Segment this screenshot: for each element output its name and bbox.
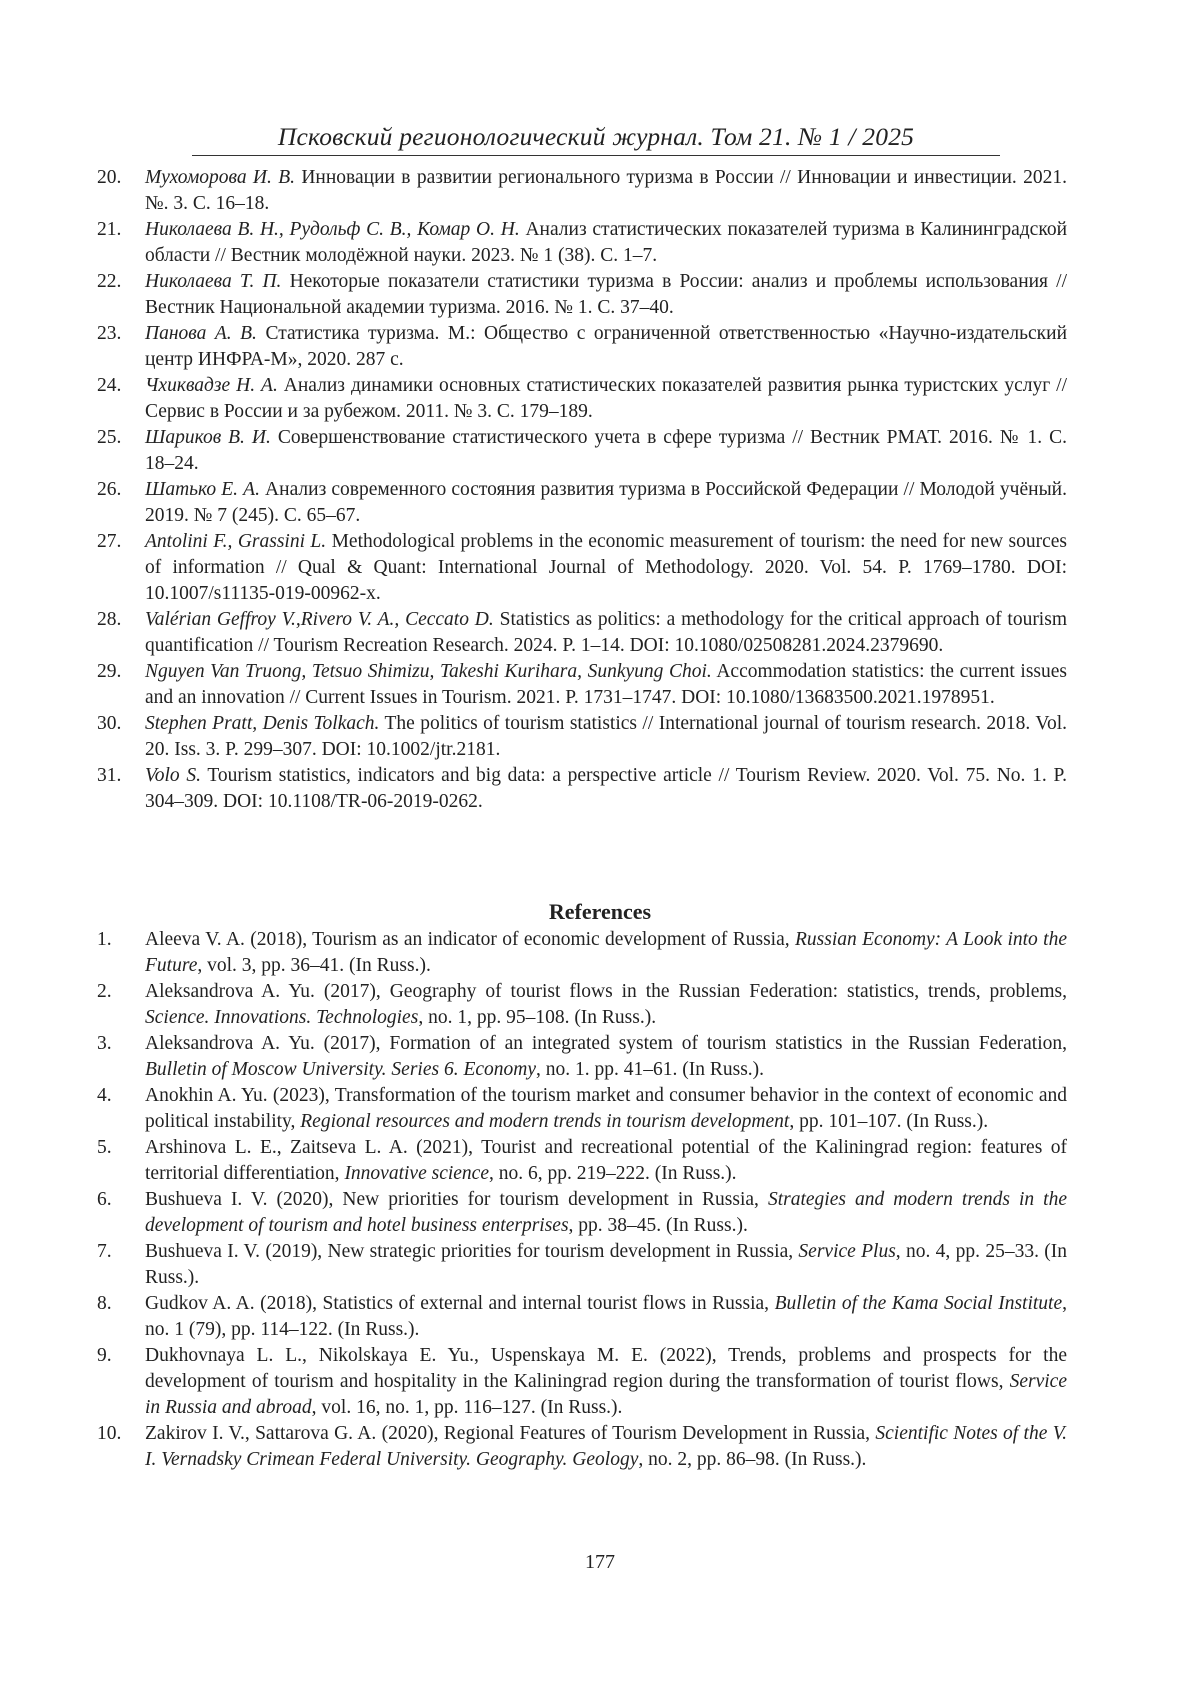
reference-text: Gudkov A. A. (2018), Statistics of external and internal tourist flows in Russia,	[145, 1293, 775, 1314]
reference-authors: Шариков В. И.	[145, 427, 271, 448]
reference-text: Statistics as politics: a methodology for the critical approach of tourism quantification // Tourism Recreation Research. 2024. P. 1–14. DOI: 10.1080/02508281.2024.2379690.	[145, 609, 1067, 656]
reference-text: Dukhovnaya L. L., Nikolskaya E. Yu., Uspenskaya M. E. (2022), Trends, problems and prospects for the development of tourism and hospitality in the Kaliningrad region during the transformation of tourist flows,	[145, 1345, 1067, 1392]
reference-text: Статистика туризма. М.: Общество с ограниченной ответственностью «Научно-издательский центр ИНФРА-М», 2020. 287 с.	[145, 323, 1067, 370]
reference-authors: Николаева В. Н., Рудольф С. В., Комар О. Н.	[145, 219, 520, 240]
reference-text: Aleeva V. A. (2018), Tourism as an indicator of economic development of Russia	[145, 929, 785, 950]
russian-reference-list	[97, 165, 1067, 815]
reference-text: Анализ динамики основных статистических показателей развития рынка туристских услуг // Сервис в России и за рубежом. 2011. № 3. С. 179–189.	[145, 375, 1067, 422]
reference-item	[97, 529, 1067, 607]
reference-number: 26.	[97, 477, 133, 503]
reference-details: , no. 1, pp. 95–108. (In Russ.).	[418, 1007, 656, 1028]
reference-item	[97, 425, 1067, 477]
reference-source: , Russian Economy: A Look into the Future	[145, 929, 1067, 976]
running-header: Псковский регионологический журнал. Том 21. № 1 / 2025	[192, 120, 1000, 156]
reference-source: Bulletin of Moscow University. Series 6. Economy	[145, 1059, 536, 1080]
reference-number: 27.	[97, 529, 133, 555]
reference-item	[97, 607, 1067, 659]
reference-number: 22.	[97, 269, 133, 295]
reference-details: , no. 6, pp. 219–222. (In Russ.).	[489, 1163, 737, 1184]
reference-authors: Valérian Geffroy V.,Rivero V. A., Ceccato D.	[145, 609, 494, 630]
reference-text: Methodological problems in the economic measurement of tourism: the need for new sources of information // Qual & Quant: International Journal of Methodology. 2020. Vol. 54. P. 1769–1780. DOI: 10.1007/s11135-019-00962-x.	[145, 531, 1067, 604]
reference-number: 4.	[97, 1083, 133, 1109]
reference-details: , vol. 16, no. 1, pp. 116–127. (In Russ.).	[312, 1397, 623, 1418]
reference-number: 10.	[97, 1421, 133, 1447]
reference-number: 9.	[97, 1343, 133, 1369]
reference-source: Service Plus	[798, 1241, 895, 1262]
reference-text: Совершенствование статистического учета в сфере туризма // Вестник РМАТ. 2016. № 1. С. 18–24.	[145, 427, 1067, 474]
journal-page	[0, 0, 1200, 1704]
references-heading: References	[0, 898, 1200, 926]
reference-text: Некоторые показатели статистики туризма в России: анализ и проблемы использования // Вестник Национальной академии туризма. 2016. № 1. С. 37–40.	[145, 271, 1067, 318]
reference-authors: Мухоморова И. В.	[145, 167, 295, 188]
reference-number: 24.	[97, 373, 133, 399]
reference-item	[97, 1031, 1067, 1083]
reference-item	[97, 321, 1067, 373]
reference-item	[97, 1135, 1067, 1187]
reference-item	[97, 269, 1067, 321]
reference-text: Zakirov I. V., Sattarova G. A. (2020), Regional Features of Tourism Development in Russia,	[145, 1423, 875, 1444]
reference-authors: Stephen Pratt, Denis Tolkach.	[145, 713, 379, 734]
reference-text: The politics of tourism statistics // International journal of tourism research. 2018. Vol. 20. Iss. 3. P. 299–307. DOI: 10.1002/jtr.2181.	[145, 713, 1067, 760]
reference-number: 31.	[97, 763, 133, 789]
reference-text: Анализ статистических показателей туризма в Калининградской области // Вестник молодёжной науки. 2023. № 1 (38). С. 1–7.	[145, 219, 1067, 266]
reference-source: Strategies and modern trends in the development of tourism and hotel business enterprises	[145, 1189, 1067, 1236]
reference-text: Tourism statistics, indicators and big data: a perspective article // Tourism Review. 2020. Vol. 75. No. 1. P. 304–309. DOI: 10.1108/TR-06-2019-0262.	[145, 765, 1067, 812]
reference-item	[97, 1239, 1067, 1291]
english-reference-list	[97, 927, 1067, 1473]
reference-number: 3.	[97, 1031, 133, 1057]
reference-number: 6.	[97, 1187, 133, 1213]
reference-item	[97, 217, 1067, 269]
reference-item	[97, 763, 1067, 815]
reference-number: 5.	[97, 1135, 133, 1161]
reference-number: 2.	[97, 979, 133, 1005]
reference-authors: Панова А. В.	[145, 323, 257, 344]
reference-item	[97, 979, 1067, 1031]
reference-details: , no. 4, pp. 25–33. (In Russ.).	[145, 1241, 1067, 1288]
reference-authors: Nguyen Van Truong, Tetsuo Shimizu, Takeshi Kurihara, Sunkyung Choi.	[145, 661, 712, 682]
reference-number: 29.	[97, 659, 133, 685]
reference-item	[97, 477, 1067, 529]
reference-source: Regional resources and modern trends in tourism development	[300, 1111, 789, 1132]
reference-number: 30.	[97, 711, 133, 737]
reference-text: Анализ современного состояния развития туризма в Российской Федерации // Молодой учёный. 2019. № 7 (245). С. 65–67.	[145, 479, 1067, 526]
reference-authors: Antolini F., Grassini L.	[145, 531, 326, 552]
reference-details: , pp. 38–45. (In Russ.).	[569, 1215, 748, 1236]
reference-number: 23.	[97, 321, 133, 347]
reference-text: Anokhin A. Yu. (2023), Transformation of the tourism market and consumer behavior in the context of economic and political instability,	[145, 1085, 1067, 1132]
reference-text: Arshinova L. E., Zaitseva L. A. (2021), Tourist and recreational potential of the Kaliningrad region: features of territorial differentiation,	[145, 1137, 1067, 1184]
reference-text: Инновации в развитии регионального туризма в России // Инновации и инвестиции. 2021. №. 3. С. 16–18.	[145, 167, 1067, 214]
reference-authors: Шатько Е. А.	[145, 479, 260, 500]
reference-text: Bushueva I. V. (2020), New priorities for tourism development in Russia,	[145, 1189, 768, 1210]
reference-authors: Volo S.	[145, 765, 201, 786]
reference-text: Bushueva I. V. (2019), New strategic priorities for tourism development in Russia,	[145, 1241, 798, 1262]
reference-source: Scientific Notes of the V. I. Vernadsky Crimean Federal University. Geography. Geology	[145, 1423, 1067, 1470]
reference-source: Innovative science	[344, 1163, 489, 1184]
reference-text: Aleksandrova A. Yu. (2017), Geography of tourist flows in the Russian Federation: statistics, trends, problems,	[145, 981, 1067, 1002]
reference-details: , vol. 3, pp. 36–41. (In Russ.).	[197, 955, 430, 976]
reference-details: , no. 1 (79), pp. 114–122. (In Russ.).	[145, 1293, 1067, 1340]
reference-item	[97, 1343, 1067, 1421]
reference-details: , no. 2, pp. 86–98. (In Russ.).	[638, 1449, 866, 1470]
reference-item	[97, 1421, 1067, 1473]
reference-item	[97, 927, 1067, 979]
reference-number: 7.	[97, 1239, 133, 1265]
reference-number: 25.	[97, 425, 133, 451]
reference-details: , no. 1. pp. 41–61. (In Russ.).	[536, 1059, 764, 1080]
reference-authors: Николаева Т. П.	[145, 271, 281, 292]
reference-details: , pp. 101–107. (In Russ.).	[789, 1111, 988, 1132]
reference-item	[97, 1291, 1067, 1343]
reference-number: 8.	[97, 1291, 133, 1317]
reference-source: Service in Russia and abroad	[145, 1371, 1067, 1418]
reference-item	[97, 711, 1067, 763]
reference-source: Science. Innovations. Technologies	[145, 1007, 418, 1028]
reference-authors: Чхиквадзе Н. А.	[145, 375, 278, 396]
reference-item	[97, 373, 1067, 425]
reference-text: Aleksandrova A. Yu. (2017), Formation of an integrated system of tourism statistics in the Russian Federation,	[145, 1033, 1067, 1054]
reference-item	[97, 1187, 1067, 1239]
reference-number: 28.	[97, 607, 133, 633]
reference-number: 20.	[97, 165, 133, 191]
reference-item	[97, 1083, 1067, 1135]
reference-text: Accommodation statistics: the current issues and an innovation // Current Issues in Tourism. 2021. P. 1731–1747. DOI: 10.1080/13683500.2021.1978951.	[145, 661, 1067, 708]
reference-item	[97, 659, 1067, 711]
reference-number: 21.	[97, 217, 133, 243]
reference-source: Bulletin of the Kama Social Institute	[775, 1293, 1063, 1314]
reference-item	[97, 165, 1067, 217]
page-number: 177	[0, 1549, 1200, 1575]
reference-number: 1.	[97, 927, 133, 953]
